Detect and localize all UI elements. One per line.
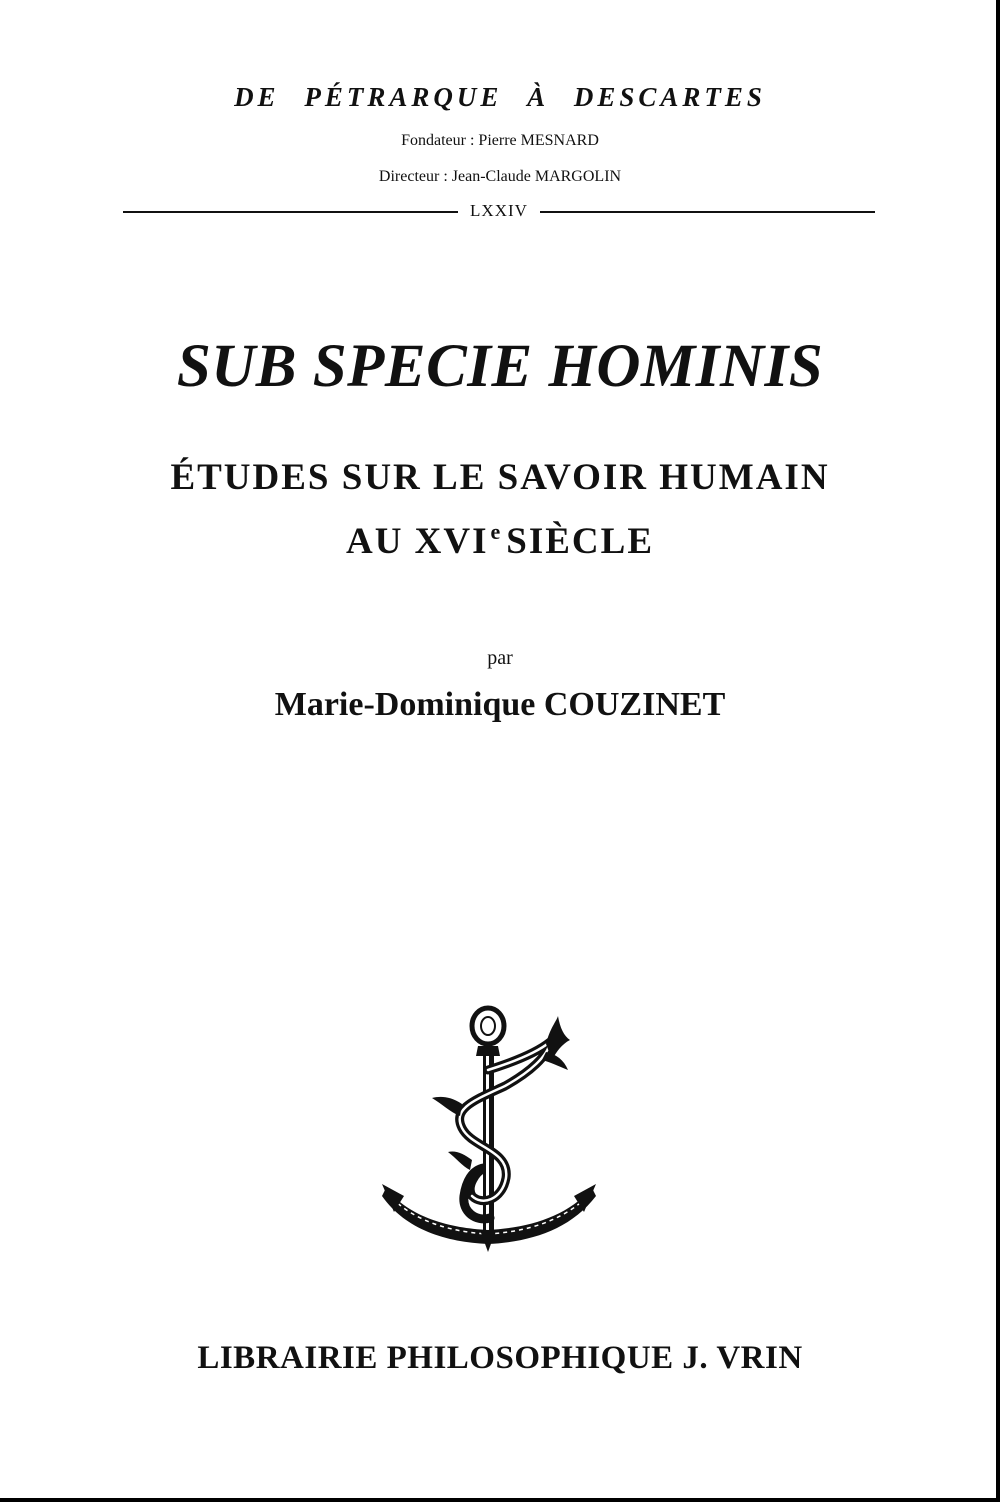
author-name: Marie-Dominique COUZINET [274, 686, 726, 723]
book-subtitle-line-1: ÉTUDES SUR LE SAVOIR HUMAIN [170, 457, 830, 498]
subtitle-prefix: AU XVI [345, 521, 489, 562]
series-director: Directeur : Jean-Claude MARGOLIN [378, 168, 622, 185]
series-volume-number: LXXIV [470, 201, 528, 220]
divider-line-right [540, 211, 875, 213]
divider-line-left [123, 211, 458, 213]
series-divider [123, 201, 875, 223]
subtitle-suffix: SIÈCLE [506, 521, 655, 562]
publisher-name: LIBRAIRIE PHILOSOPHIQUE J. VRIN [197, 1340, 803, 1376]
anchor-dolphin-icon [380, 1000, 610, 1255]
subtitle-superscript: e [490, 519, 503, 544]
page-edge-bottom [0, 1498, 1000, 1502]
book-subtitle-line-2 [0, 519, 1000, 563]
by-label: par [487, 647, 513, 669]
page-edge-right [996, 0, 1000, 1502]
book-title: SUB SPECIE HOMINIS [176, 333, 824, 400]
series-founder: Fondateur : Pierre MESNARD [401, 132, 599, 149]
series-title: DE PÉTRARQUE À DESCARTES [234, 82, 766, 112]
